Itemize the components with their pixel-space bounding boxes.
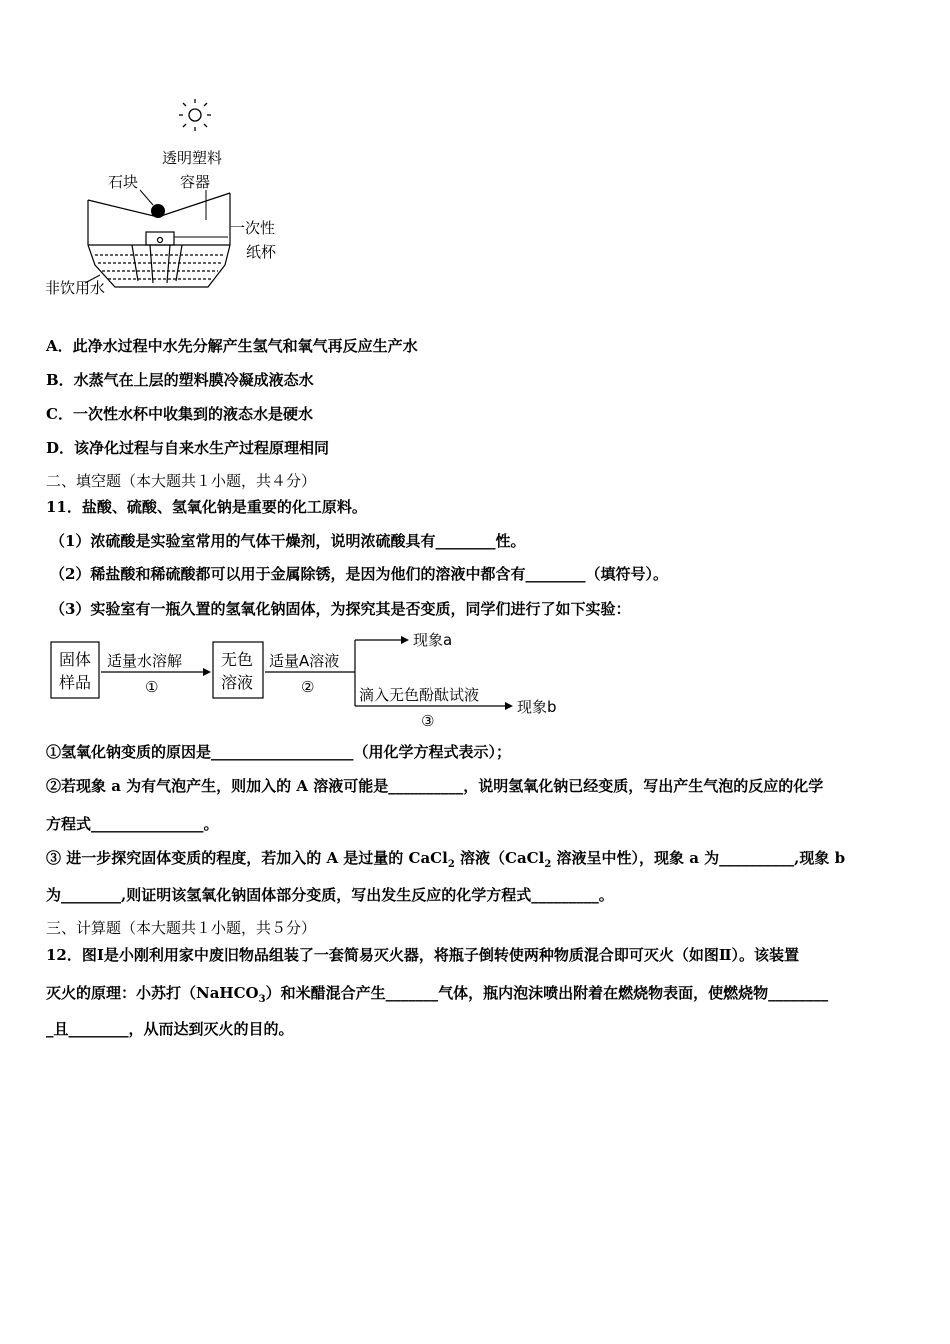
cup-label-1: 一次性	[230, 219, 276, 237]
box1-line1: 固体	[59, 650, 92, 669]
option-a: A．此净水过程中水先分解产生氢气和氧气再反应生产水	[46, 337, 418, 355]
q12-line2-b: ）和米醋混合产生_______气体，瓶内泡沫喷出附着在燃烧物表面，使燃烧物________	[265, 984, 829, 1002]
q11-part-1: （1）浓硫酸是实验室常用的气体干燥剂，说明浓硫酸具有________性。	[50, 532, 526, 550]
paper-cup	[132, 232, 182, 283]
step2-label: 适量A溶液	[269, 652, 340, 670]
q11-sub-2-line2: 方程式_______________。	[46, 815, 219, 833]
q12-line2-a: 灭火的原理：小苏打（NaHCO	[46, 984, 259, 1002]
sun-icon	[179, 99, 211, 131]
result-a: 现象a	[413, 631, 453, 649]
cup-label-2: 纸杯	[246, 243, 277, 261]
q11-part-3: （3）实验室有一瓶久置的氢氧化钠固体，为探究其是否变质，同学们进行了如下实验：	[50, 600, 631, 618]
subscript: 2	[544, 859, 552, 870]
subscript: 2	[447, 859, 455, 870]
q11-sub-3-text-a: ③ 进一步探究固体变质的程度，若加入的 A 是过量的 CaCl	[46, 849, 448, 867]
experiment-flow-diagram	[45, 628, 575, 733]
step3-number: ③	[421, 712, 435, 730]
step2-number: ②	[301, 678, 315, 696]
q12-line3: _且________，从而达到灭火的目的。	[46, 1020, 294, 1038]
section-2-heading: 二、填空题（本大题共１小题，共４分）	[46, 472, 317, 490]
option-b: B．水蒸气在上层的塑料膜冷凝成液态水	[46, 371, 314, 389]
option-c: C．一次性水杯中收集到的液态水是硬水	[46, 405, 313, 423]
solar-still-figure	[40, 95, 300, 305]
q11-sub-3-line1	[46, 848, 845, 868]
result-b: 现象b	[517, 698, 557, 716]
q11-sub-3-text-b: 溶液（CaCl	[454, 849, 545, 867]
q12-line1: 12．图Ⅰ是小刚利用家中废旧物品组装了一套简易灭火器，将瓶子倒转使两种物质混合即可灭火（如图Ⅱ）。该装置	[46, 946, 800, 964]
step1-number: ①	[145, 678, 159, 696]
subscript: 3	[258, 994, 266, 1005]
q11-part-2: （2）稀盐酸和稀硫酸都可以用于金属除锈，是因为他们的溶液中都含有________（填符号）。	[50, 565, 668, 583]
q11-sub-2-line1: ②若现象 a 为有气泡产生，则加入的 A 溶液可能是__________，说明氢氧化钠已经变质，写出产生气泡的反应的化学	[46, 777, 824, 795]
container-label-1: 透明塑料	[162, 149, 223, 167]
water-label: 非饮用水	[45, 279, 106, 297]
q11-sub-1: ①氢氧化钠变质的原因是___________________（用化学方程式表示）；	[46, 743, 512, 761]
stone	[151, 204, 165, 218]
option-d: D．该净化过程与自来水生产过程原理相同	[46, 439, 330, 457]
section-3-heading: 三、计算题（本大题共１小题，共５分）	[46, 919, 317, 937]
box2-line2: 溶液	[221, 673, 254, 692]
stone-label: 石块	[108, 173, 139, 191]
q11-sub-3-line2: 为________,则证明该氢氧化钠固体部分变质，写出发生反应的化学方程式_________。	[46, 886, 614, 904]
q11-stem: 11．盐酸、硫酸、氢氧化钠是重要的化工原料。	[46, 498, 367, 516]
step3-label: 滴入无色酚酞试液	[359, 686, 480, 704]
container-label-2: 容器	[180, 173, 211, 191]
box2-line1: 无色	[221, 650, 254, 669]
q11-sub-3-text-c: 溶液呈中性），现象 a 为__________,现象 b	[551, 849, 846, 867]
step1-label: 适量水溶解	[107, 652, 183, 670]
box1-line2: 样品	[59, 673, 92, 692]
q12-line2	[46, 983, 828, 1003]
